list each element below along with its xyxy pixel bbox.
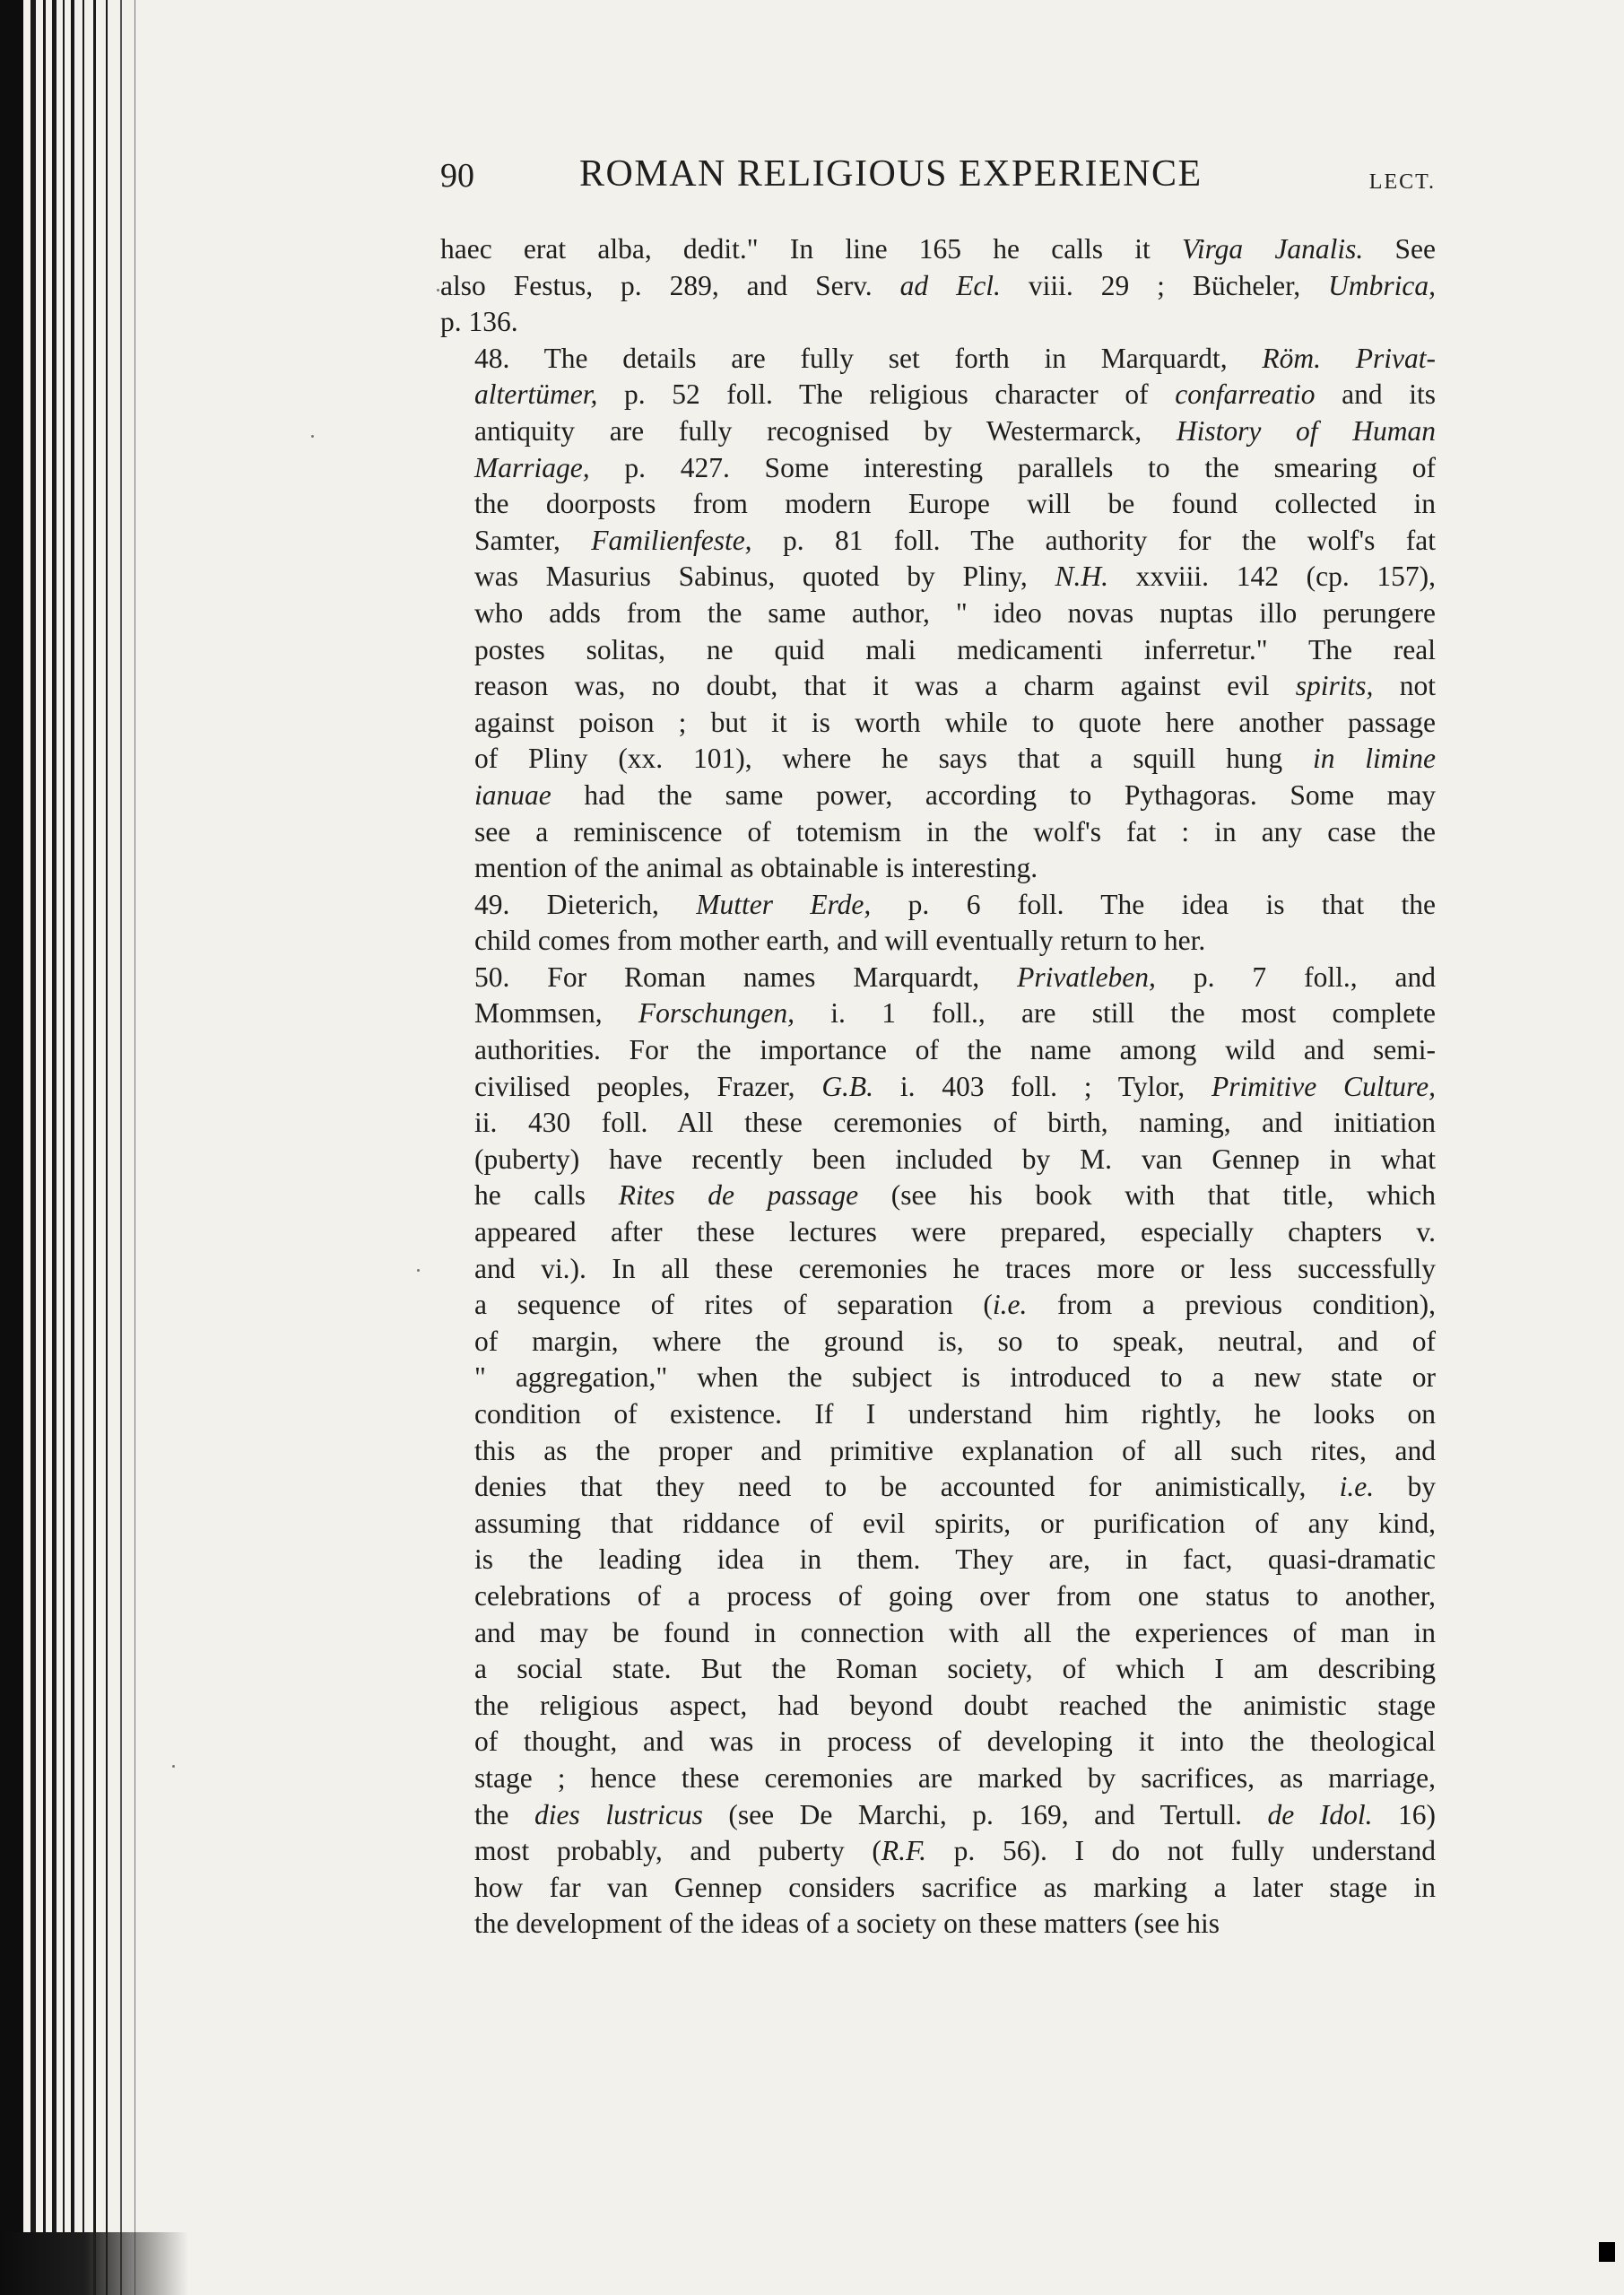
italic-text: Primitive Culture,	[1211, 1070, 1436, 1102]
text-line	[440, 1105, 1436, 1142]
text-run: and may be found in connection with all the experiences of man in	[474, 1616, 1436, 1648]
italic-text: altertümer,	[474, 378, 598, 411]
text-line	[440, 887, 1436, 924]
spine-stripe	[71, 0, 74, 2295]
italic-text: Virga Janalis.	[1181, 233, 1364, 265]
italic-text: dies lustricus	[534, 1798, 703, 1830]
text-run: p. 7 foll., and	[1155, 961, 1436, 993]
text-run: also Festus, p. 289, and Serv.	[440, 269, 900, 301]
text-line	[440, 523, 1436, 560]
italic-text: Mutter Erde,	[696, 888, 872, 920]
text-line	[440, 1214, 1436, 1251]
text-line	[440, 1396, 1436, 1433]
text-line	[440, 1542, 1436, 1578]
book-spine-edge	[0, 0, 188, 2295]
text-run: against poison ; but it is worth while to quote here another passage	[474, 706, 1436, 738]
body-paragraph	[440, 231, 1436, 341]
text-line	[440, 1069, 1436, 1106]
text-line	[440, 705, 1436, 742]
text-run: antiquity are fully recognised by Westermarck,	[474, 414, 1177, 447]
spine-stripe	[106, 0, 108, 2295]
text-line	[440, 1760, 1436, 1797]
spine-foot-shadow	[0, 2232, 188, 2295]
italic-text: i.e.	[1339, 1471, 1375, 1503]
text-line	[440, 1360, 1436, 1396]
text-run: appeared after these lectures were prepared, especially chapters v.	[474, 1216, 1436, 1248]
text-line	[440, 668, 1436, 705]
text-run: he calls	[474, 1179, 619, 1212]
spine-stripe	[93, 0, 96, 2295]
text-run: of margin, where the ground is, so to speak, neutral, and of	[474, 1325, 1436, 1357]
text-run: postes solitas, ne quid mali medicamenti inferretur." The real	[474, 633, 1436, 665]
text-run: this as the proper and primitive explanation of all such rites, and	[474, 1434, 1436, 1466]
text-line	[440, 486, 1436, 523]
text-run: haec erat alba, dedit." In line 165 he calls it	[440, 233, 1182, 265]
text-line	[440, 1324, 1436, 1360]
body-paragraph	[440, 960, 1436, 1943]
text-run: a social state. But the Roman society, of which I am describing	[474, 1653, 1436, 1685]
italic-text: de Idol.	[1267, 1798, 1373, 1830]
body-paragraph	[440, 341, 1436, 887]
spine-stripe	[52, 0, 56, 2295]
italic-text: Marriage,	[474, 451, 590, 483]
text-run: celebrations of a process of going over from one status to another,	[474, 1579, 1436, 1612]
spine-stripe	[120, 0, 122, 2295]
text-line	[440, 1578, 1436, 1615]
text-line	[440, 1251, 1436, 1288]
text-run: p. 56). I do not fully understand	[926, 1835, 1436, 1867]
text-run: " aggregation," when the subject is introduced to a new state or	[474, 1361, 1436, 1394]
text-line	[440, 1906, 1436, 1943]
italic-text: G.B.	[821, 1070, 874, 1102]
paper-speck	[172, 1765, 175, 1768]
text-line	[440, 559, 1436, 595]
italic-text: History of Human	[1176, 414, 1436, 447]
text-run: and vi.). In all these ceremonies he traces more or less successfully	[474, 1252, 1436, 1284]
italic-text: Rites de passage	[618, 1179, 859, 1212]
text-run: mention of the animal as obtainable is interesting.	[474, 852, 1038, 884]
text-line	[440, 1724, 1436, 1760]
italic-text: ad Ecl.	[899, 269, 1001, 301]
text-line	[440, 1178, 1436, 1214]
text-line	[440, 632, 1436, 669]
page-header	[440, 152, 1436, 206]
text-run: See	[1363, 233, 1436, 265]
page-number: 90	[440, 157, 474, 195]
italic-text: i.e.	[992, 1289, 1028, 1321]
text-run: the	[474, 1798, 535, 1830]
text-line	[440, 268, 1436, 305]
text-line	[440, 741, 1436, 778]
text-run: reason was, no doubt, that it was a charm against evil	[474, 670, 1296, 702]
text-line	[440, 960, 1436, 996]
text-run: Mommsen,	[474, 997, 638, 1030]
text-line	[440, 778, 1436, 814]
text-run: Samter,	[474, 524, 592, 556]
text-line	[440, 1433, 1436, 1470]
text-run: the religious aspect, had beyond doubt reached the animistic stage	[474, 1689, 1436, 1721]
text-run: civilised peoples, Frazer,	[474, 1070, 822, 1102]
text-run: by	[1374, 1471, 1436, 1503]
text-run: see a reminiscence of totemism in the wolf's fat : in any case the	[474, 815, 1436, 848]
text-run: p. 6 foll. The idea is that the	[871, 888, 1436, 920]
corner-registration-mark	[1599, 2242, 1615, 2262]
text-line	[440, 1833, 1436, 1870]
text-line	[440, 1506, 1436, 1543]
text-line	[440, 1797, 1436, 1834]
text-run: xxviii. 142 (cp. 157),	[1107, 561, 1436, 593]
paper-speck	[437, 289, 439, 291]
text-run: from a previous condition),	[1027, 1289, 1436, 1321]
italic-text: Privatleben,	[1017, 961, 1156, 993]
spine-stripe	[83, 0, 84, 2295]
text-run: a sequence of rites of separation (	[474, 1289, 993, 1321]
text-run: p. 136.	[440, 306, 518, 338]
text-run: p. 427. Some interesting parallels to the smearing of	[589, 451, 1436, 483]
text-run: p. 81 foll. The authority for the wolf's fat	[751, 524, 1437, 556]
text-line	[440, 595, 1436, 632]
text-run: of Pliny (xx. 101), where he says that a squill hung	[474, 743, 1313, 775]
italic-text: Familienfeste,	[591, 524, 752, 556]
text-line	[440, 995, 1436, 1032]
running-title: ROMAN RELIGIOUS EXPERIENCE	[579, 153, 1203, 195]
paper-speck	[311, 435, 314, 438]
italic-text: in limine	[1312, 743, 1436, 775]
text-run: and its	[1315, 378, 1436, 411]
text-run: 49. Dieterich,	[474, 888, 697, 920]
text-run: was Masurius Sabinus, quoted by Pliny,	[474, 561, 1055, 593]
text-run: the doorposts from modern Europe will be found collected in	[474, 488, 1436, 520]
text-run: (puberty) have recently been included by M. van Gennep in what	[474, 1143, 1436, 1175]
text-run: assuming that riddance of evil spirits, or purification of any kind,	[474, 1507, 1436, 1539]
text-run: (see his book with that title, which	[858, 1179, 1436, 1212]
text-run: authorities. For the importance of the name among wild and semi-	[474, 1034, 1436, 1066]
text-run: condition of existence. If I understand him rightly, he looks on	[474, 1398, 1436, 1430]
text-line	[440, 1870, 1436, 1907]
text-line	[440, 1651, 1436, 1688]
text-line	[440, 850, 1436, 887]
text-line	[440, 814, 1436, 851]
text-line	[440, 923, 1436, 960]
text-run: most probably, and puberty (	[474, 1835, 881, 1867]
text-run: is the leading idea in them. They are, in fact, quasi-dramatic	[474, 1543, 1436, 1576]
text-run: viii. 29 ; Bücheler,	[1000, 269, 1329, 301]
italic-text: confarreatio	[1175, 378, 1316, 411]
page-body	[440, 231, 1436, 1943]
italic-text: spirits,	[1295, 670, 1374, 702]
text-run: 50. For Roman names Marquardt,	[474, 961, 1018, 993]
spine-stripe	[63, 0, 65, 2295]
italic-text: Umbrica,	[1328, 269, 1436, 301]
text-line	[440, 1287, 1436, 1324]
text-line	[440, 231, 1436, 268]
body-paragraph	[440, 887, 1436, 960]
text-run: i. 1 foll., are still the most complete	[795, 997, 1436, 1030]
text-line	[440, 1142, 1436, 1178]
section-abbreviation: LECT.	[1368, 170, 1436, 194]
text-run: ii. 430 foll. All these ceremonies of birth, naming, and initiation	[474, 1107, 1436, 1139]
text-run: how far van Gennep considers sacrifice as marking a later stage in	[474, 1871, 1436, 1903]
italic-text: Forschungen,	[638, 997, 795, 1030]
italic-text: R.F.	[881, 1835, 927, 1867]
text-run: p. 52 foll. The religious character of	[597, 378, 1176, 411]
spine-stripe	[30, 0, 36, 2295]
text-run: had the same power, according to Pythagoras. Some may	[551, 778, 1436, 811]
spine-stripe	[43, 0, 46, 2295]
text-line	[440, 1615, 1436, 1652]
text-run: not	[1373, 670, 1436, 702]
spine-dark-band	[0, 0, 23, 2295]
text-run: 16)	[1372, 1798, 1436, 1830]
text-run: child comes from mother earth, and will eventually return to her.	[474, 925, 1206, 957]
text-line	[440, 1469, 1436, 1506]
text-line	[440, 304, 1436, 341]
text-run: denies that they need to be accounted for animistically,	[474, 1471, 1340, 1503]
text-run: stage ; hence these ceremonies are marked by sacrifices, as marriage,	[474, 1761, 1436, 1794]
italic-text: Röm. Privat-	[1262, 342, 1436, 374]
text-run: who adds from the same author, " ideo novas nuptas illo perungere	[474, 596, 1436, 629]
text-line	[440, 1688, 1436, 1725]
text-line	[440, 1032, 1436, 1069]
text-run: (see De Marchi, p. 169, and Tertull.	[702, 1798, 1268, 1830]
text-line	[440, 413, 1436, 450]
paper-speck	[417, 1269, 420, 1272]
text-run: i. 403 foll. ; Tylor,	[873, 1070, 1211, 1102]
text-line	[440, 377, 1436, 413]
italic-text: ianuae	[474, 778, 551, 811]
italic-text: N.H.	[1055, 561, 1108, 593]
text-run: of thought, and was in process of developing it into the theological	[474, 1726, 1436, 1758]
text-line	[440, 341, 1436, 378]
text-run: 48. The details are fully set forth in Marquardt,	[474, 342, 1263, 374]
text-line	[440, 450, 1436, 487]
text-run: the development of the ideas of a society on these matters (see his	[474, 1908, 1220, 1940]
